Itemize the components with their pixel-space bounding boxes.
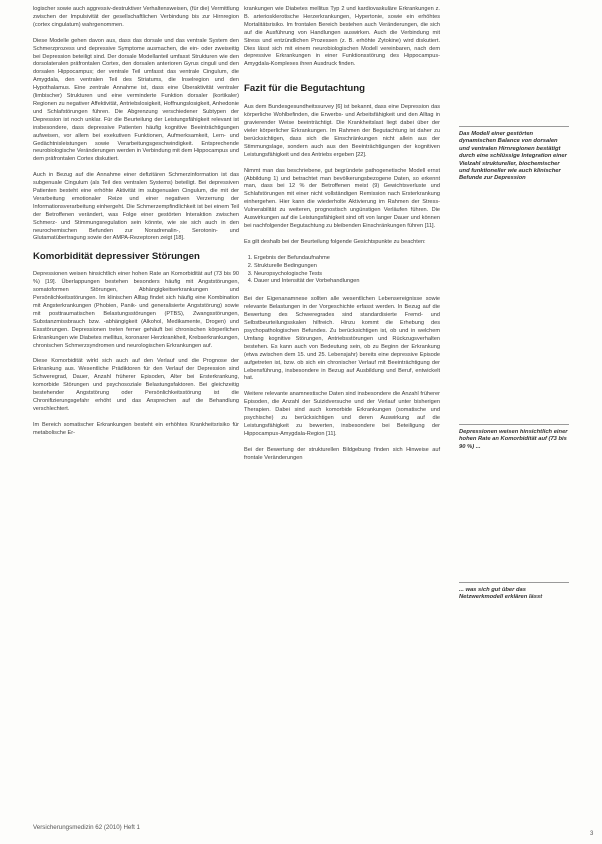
margin-note-model: Das Modell einer gestörten dynamischen Balance von dorsalen und ventralen Hirnregionen bestätigt durch eine schlüssige Integration einer Vielzahl struktureller, biochemischer und funktioneller wie auch klinischer Befunde zur Depression	[459, 126, 569, 183]
margin-note-network: ... was sich gut über das Netzwerkmodell erklären lässt	[459, 582, 569, 602]
paragraph: Im Bereich somatischer Erkrankungen besteht ein erhöhtes Krankheitsrisiko für metabolische Er-	[33, 421, 239, 436]
paragraph: krankungen wie Diabetes mellitus Typ 2 und kardiovaskuläre Erkrankungen z. B. arteriosklerotische Herzerkrankungen, Hypertonie, sowie ein erhöhtes Mortalitätsrisiko. Im frontalen Bereich bestehen auch Veränderungen, die sich auf die Ausführung von Handlungen auswirken. Auch die Verbindung mit Stress und entzündlichen Prozessen (z. B. erhöhte Zytokine) wird diskutiert. Dies lässt sich mit einem neurobiologischen Modell vereinbaren, nach dem depressive Erkrankungen in einer Funktionsstörung des Hippocampus-Amygdala-Komplexes ihren Ausdruck finden.	[244, 6, 440, 68]
paragraph: Aus dem Bundesgesundheitssurvey [6] ist bekannt, dass eine Depression das körperliche Wohlbefinden, die Erwerbs- und Arbeitsfähigkeit und den Alltag in gravierender Weise beeinträchtigt. Die Krankheitslast liegt dabei über der vieler körperlicher Erkrankungen. Im Rahmen der Begutachtung ist daher zu berücksichtigen, dass sich die Einschränkungen nicht allein aus der Stimmungslage, sondern auch aus den Beeinträchtigungen der kognitiven Leistungsfähigkeit und des Antriebs ergeben [22].	[244, 104, 440, 158]
text-column-left	[33, 6, 239, 446]
list-item: 1. Ergebnis der Befundaufnahme	[254, 255, 440, 263]
paragraph: Depressionen weisen hinsichtlich einer hohen Rate an Komorbidität auf (73 bis 90 %) [19]. Überlappungen bestehen besonders häufig mit Angststörungen, somatoformen Störungen, Abhängigkeitserkrankungen und Persönlichkeitsstörungen. Im klinischen Alltag findet sich häufig eine Kombination mit Angsterkrankungen (Phobien, Panik- und generalisierte Angststörung) sowie mit posttraumatischen Belastungsstörungen (PTBS), Zwangsstörungen, Substanzmissbrauch bzw. -abhängigkeit (Alkohol, Medikamente, Drogen) und Essstörungen. Depressionen treten ferner gehäuft bei chronischen körperlichen Erkrankungen wie Diabetes mellitus, koronarer Herzkrankheit, Krebserkrankungen, chronischen Schmerzsyndromen und neurologischen Erkrankungen auf.	[33, 271, 239, 349]
paragraph: Bei der Bewertung der strukturellen Bildgebung finden sich Hinweise auf frontale Veränderungen	[244, 446, 440, 461]
paragraph: logischer sowie auch aggressiv-destruktiver Verhaltensweisen, (für die) Vermittlung zwischen der Impulsivität der gesellschaftlichen Verbindung bis zur Hirnregion (cortex cingulatum) wahrgenommen.	[33, 6, 239, 28]
paragraph: Es gilt deshalb bei der Beurteilung folgende Gesichtspunkte zu beachten:	[244, 238, 426, 245]
paragraph: Bei der Eigenanamnese sollten alle wesentlichen Lebensereignisse sowie relevante Belastungen in der Vorgeschichte erfasst werden. In Bezug auf die Bewertung des Schweregrades sind standardisierte Fremd- und Selbstbeurteilungsskalen hilfreich. Hinzu kommt die Erhebung des psychopathologischen Befundes. Zu berücksichtigen ist, ob und in welchem Umfang kognitive Störungen, Antriebsstörungen und Rückzugsverhalten bestehen. Es kann auch von Bedeutung sein, ob zu Beginn der Erkrankung (etwa zwischen dem 15. und 25. Lebensjahr) bereits eine depressive Episode aufgetreten ist, bzw. ob sich ein chronischer Verlauf mit Beeinträchtigung der Lebensführung, insbesondere in Bezug auf Ausbildung und Beruf, entwickelt hat.	[244, 296, 440, 382]
margin-note-comorbidity: Depressionen weisen hinsichtlich einer hohen Rate an Komorbidität auf (73 bis 90 %) ...	[459, 424, 569, 451]
paragraph: Auch in Bezug auf die Annahme einer defizitären Schmerzinformation ist das subgenuale Cingulum (als Teil des ventralen Systems) beteiligt. Bei depressiven Patienten besteht eine erhöhte Aktivität im subgenualen Cingulum, die mit der Verarbeitung emotionaler Reize und einer negativen Verzerrung der Informationsverarbeitung einhergeht. Die Schmerzempfindlichkeit ist bei einem Teil der Betroffenen verändert, was Folge einer gestörten Interaktion zwischen Schmerz- und Stimmungsregulation sein könnte, wie sie sich auch in den neurochemischen Befunden zur Noradrenalin-, Serotonin- und Glutamatübertragung sowie der AMPA-Rezeptoren zeigt [18].	[33, 172, 239, 242]
paragraph: Diese Modelle gehen davon aus, dass das dorsale und das ventrale System den Schmerzprozess und depressive Symptome ausmachen, die ein- oder zweiseitig bei Depression beteiligt sind. Der dorsale Modellanteil umfasst Strukturen wie den dorsolateralen präfrontalen Cortex, den dorsalen anterioren Gyrus cinguli und den dorsalen Hippocampus; der ventrale Teil umfasst das ventrale Cingulum, die Amygdala, den ventralen Teil des Striatums, die Inselregion und den Hypothalamus. Eine zentrale Annahme ist, dass eine Überaktivität ventraler (limbischer) Strukturen und eine verminderte Funktion dorsaler (kortikaler) Regionen zu negativer Affektivität, Antriebslosigkeit, Hoffnungslosigkeit, Anhedonie und Schlafstörungen führen. Die Abgrenzung verschiedener Subtypen der Depression ist noch unklar. Für die Beurteilung der Leistungsfähigkeit relevant ist insbesondere, dass depressive Patienten häufig kognitive Beeinträchtigungen aufweisen, vor allem bei exekutiven Funktionen, Aufmerksamkeit, Lern- und Gedächtnisleistungen sowie Verarbeitungsgeschwindigkeit. Entsprechende neurobiologische Veränderungen werden in Verbindung mit dem Hippocampus und dem präfrontalen Cortex diskutiert.	[33, 37, 239, 163]
list-item: 4. Dauer und Intensität der Vorbehandlungen	[254, 278, 440, 286]
assessment-list	[244, 255, 440, 287]
paragraph: Weitere relevante anamnestische Daten sind insbesondere die Anzahl früherer Episoden, die Anzahl der Suizidversuche und der Verlauf unter bisherigen Therapien. Dabei sind auch komorbide Erkrankungen (somatische und psychische) zu berücksichtigen und deren Auswirkung auf die Leistungsfähigkeit zu bewerten, insbesondere bei Beteiligung der Hippocampus-Amygdala-Region [11].	[244, 391, 440, 437]
list-item: 2. Strukturelle Bedingungen	[254, 263, 440, 271]
text-column-right	[244, 6, 440, 471]
section-heading-conclusion: Fazit für die Begutachtung	[244, 83, 365, 95]
page-number: 3	[590, 831, 594, 837]
paragraph: Diese Komorbidität wirkt sich auch auf den Verlauf und die Prognose der Erkrankung aus. Wesentliche Prädiktoren für den Verlauf der Depression sind Schweregrad, Dauer, Anzahl früherer Episoden, Alter bei Ersterkrankung, komorbide Störungen und psychosoziale Belastungsfaktoren. Bei gleichzeitig bestehender Angststörung oder Persönlichkeitsstörung ist die Chronifizierungsgefahr erhöht und das Ansprechen auf die Behandlung verschlechtert.	[33, 358, 239, 412]
section-heading-comorbidity: Komorbidität depressiver Störungen	[33, 251, 200, 263]
journal-footer: Versicherungsmedizin 62 (2010) Heft 1	[33, 824, 140, 831]
list-item: 3. Neuropsychologische Tests	[254, 271, 440, 279]
paragraph: Nimmt man das beschriebene, gut begründete pathogenetische Modell ernst (Abbildung 1) und betrachtet man bevölkerungsbezogene Daten, so erkennt man, dass bei 12 % der Betroffenen meist (9) Gewichtsverluste und Schlafstörungen mit einer nicht vollständigen Remission nach Ersterkrankung einhergehen. Hier kann die wiederholte Aktivierung im Rahmen der Stress-Vulnerabilität zu weiteren, prognostisch ungünstigen Verläufen führen. Die Auswirkungen auf die Leistungsfähigkeit sind oft von langer Dauer und können bei nachfolgender Begutachtung zu bleibenden Einschränkungen führen [11].	[244, 167, 440, 229]
